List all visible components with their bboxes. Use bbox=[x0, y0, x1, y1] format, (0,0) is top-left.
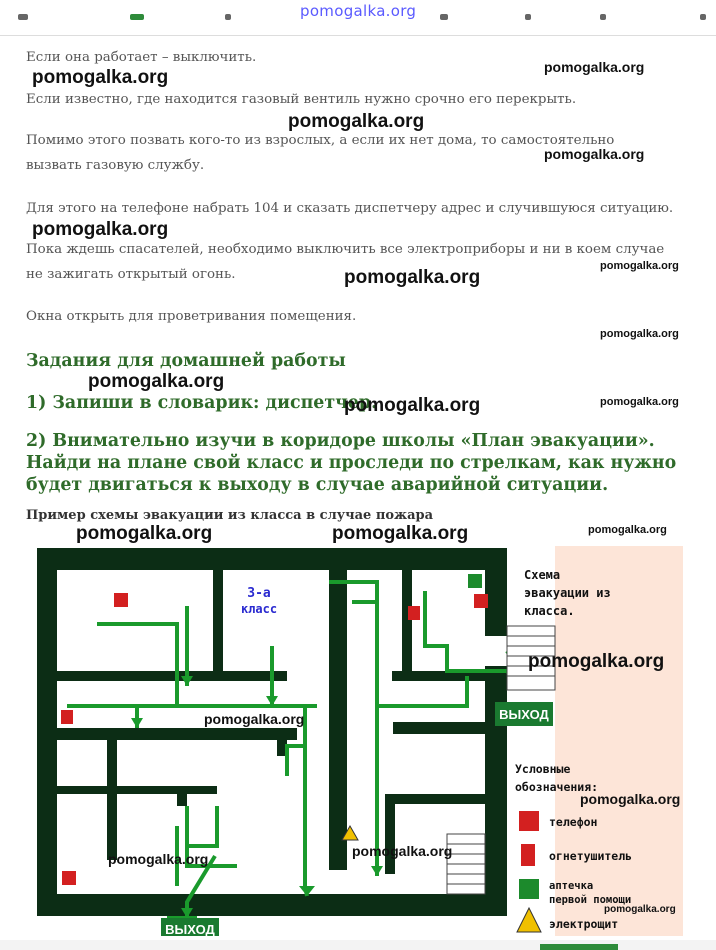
watermark: pomogalka.org bbox=[528, 651, 665, 672]
paragraph: не зажигать открытый огонь. bbox=[26, 267, 236, 282]
watermark: pomogalka.org bbox=[604, 904, 676, 915]
paragraph: Пока ждешь спасателей, необходимо выключить все электроприборы и ни в коем случае bbox=[26, 242, 665, 257]
phone-icon bbox=[114, 593, 128, 607]
figure-caption: Пример схемы эвакуации из класса в случае пожара bbox=[26, 508, 434, 523]
toolbar-fragment bbox=[18, 14, 28, 20]
watermark: pomogalka.org bbox=[580, 791, 681, 807]
bottom-bar bbox=[0, 940, 716, 950]
watermark: pomogalka.org bbox=[32, 67, 169, 88]
legend-first-aid-icon bbox=[519, 879, 539, 899]
watermark: pomogalka.org bbox=[32, 219, 169, 240]
legend-electric-shield-label: электрощит bbox=[549, 917, 619, 931]
legend-phone-icon bbox=[519, 811, 539, 831]
exit-bottom-label: ВЫХОД bbox=[165, 922, 215, 936]
paragraph: Окна открыть для проветривания помещения. bbox=[26, 309, 357, 324]
watermark: pomogalka.org bbox=[288, 111, 425, 132]
task-1: 1) Запиши в словарик: диспетчер. bbox=[26, 393, 378, 413]
toolbar-fragment bbox=[130, 14, 144, 20]
extinguisher-icon bbox=[61, 710, 73, 724]
paragraph: Помимо этого позвать кого-то из взрослых, а если их нет дома, то самостоятельно bbox=[26, 133, 615, 148]
evacuation-plan bbox=[37, 546, 683, 936]
exit-right-label: ВЫХОД bbox=[499, 707, 549, 722]
watermark: pomogalka.org bbox=[204, 711, 305, 727]
class-label-line2: класс bbox=[240, 602, 278, 616]
watermark: pomogalka.org bbox=[588, 524, 667, 536]
homework-heading: Задания для домашней работы bbox=[26, 351, 346, 371]
svg-text:эвакуации из: эвакуации из bbox=[524, 586, 611, 600]
paragraph: вызвать газовую службу. bbox=[26, 158, 205, 173]
watermark: pomogalka.org bbox=[544, 59, 645, 75]
watermark: pomogalka.org bbox=[352, 843, 453, 859]
toolbar-fragment bbox=[700, 14, 706, 20]
class-label-line1: 3-а bbox=[247, 586, 271, 601]
phone-icon bbox=[62, 871, 76, 885]
legend-first-aid-label-2: первой помощи bbox=[549, 894, 632, 906]
svg-text:обозначения:: обозначения: bbox=[515, 780, 599, 794]
paragraph: Если известно, где находится газовый вентиль нужно срочно его перекрыть. bbox=[26, 92, 577, 107]
extinguisher-icon bbox=[408, 606, 420, 620]
watermark: pomogalka.org bbox=[600, 328, 679, 340]
svg-text:Условные: Условные bbox=[515, 762, 571, 776]
legend-electric-shield-icon bbox=[517, 908, 541, 932]
svg-text:класса.: класса. bbox=[524, 604, 575, 618]
watermark: pomogalka.org bbox=[344, 395, 481, 416]
paragraph: Если она работает – выключить. bbox=[26, 50, 257, 65]
watermark: pomogalka.org bbox=[76, 523, 213, 544]
task-2: 2) Внимательно изучи в коридоре школы «План эвакуации». Найди на плане свой класс и проследи по стрелкам, как нужно будет двигаться к выходу в случае аварийной ситуации. bbox=[26, 431, 677, 495]
watermark: pomogalka.org bbox=[600, 396, 679, 408]
legend-extinguisher-icon bbox=[521, 844, 535, 866]
toolbar-fragment bbox=[225, 14, 231, 20]
divider bbox=[0, 35, 716, 36]
legend-first-aid-label-1: аптечка bbox=[549, 880, 594, 892]
watermark: pomogalka.org bbox=[332, 523, 469, 544]
legend-extinguisher-label: огнетушитель bbox=[549, 849, 633, 863]
bottom-accent bbox=[540, 944, 618, 950]
watermark-top: pomogalka.org bbox=[300, 2, 417, 20]
toolbar-fragment bbox=[525, 14, 531, 20]
watermark: pomogalka.org bbox=[344, 267, 481, 288]
first-aid-icon bbox=[468, 574, 482, 588]
phone-icon bbox=[474, 594, 488, 608]
toolbar-fragment bbox=[440, 14, 448, 20]
toolbar-fragment bbox=[600, 14, 606, 20]
watermark: pomogalka.org bbox=[544, 146, 645, 162]
watermark: pomogalka.org bbox=[108, 851, 209, 867]
legend-phone-label: телефон bbox=[549, 815, 598, 829]
paragraph: Для этого на телефоне набрать 104 и сказать диспетчеру адрес и случившуюся ситуацию. bbox=[26, 201, 674, 216]
watermark: pomogalka.org bbox=[600, 260, 679, 272]
top-bar bbox=[0, 0, 716, 26]
svg-text:Схема: Схема bbox=[524, 568, 561, 582]
watermark: pomogalka.org bbox=[88, 371, 225, 392]
